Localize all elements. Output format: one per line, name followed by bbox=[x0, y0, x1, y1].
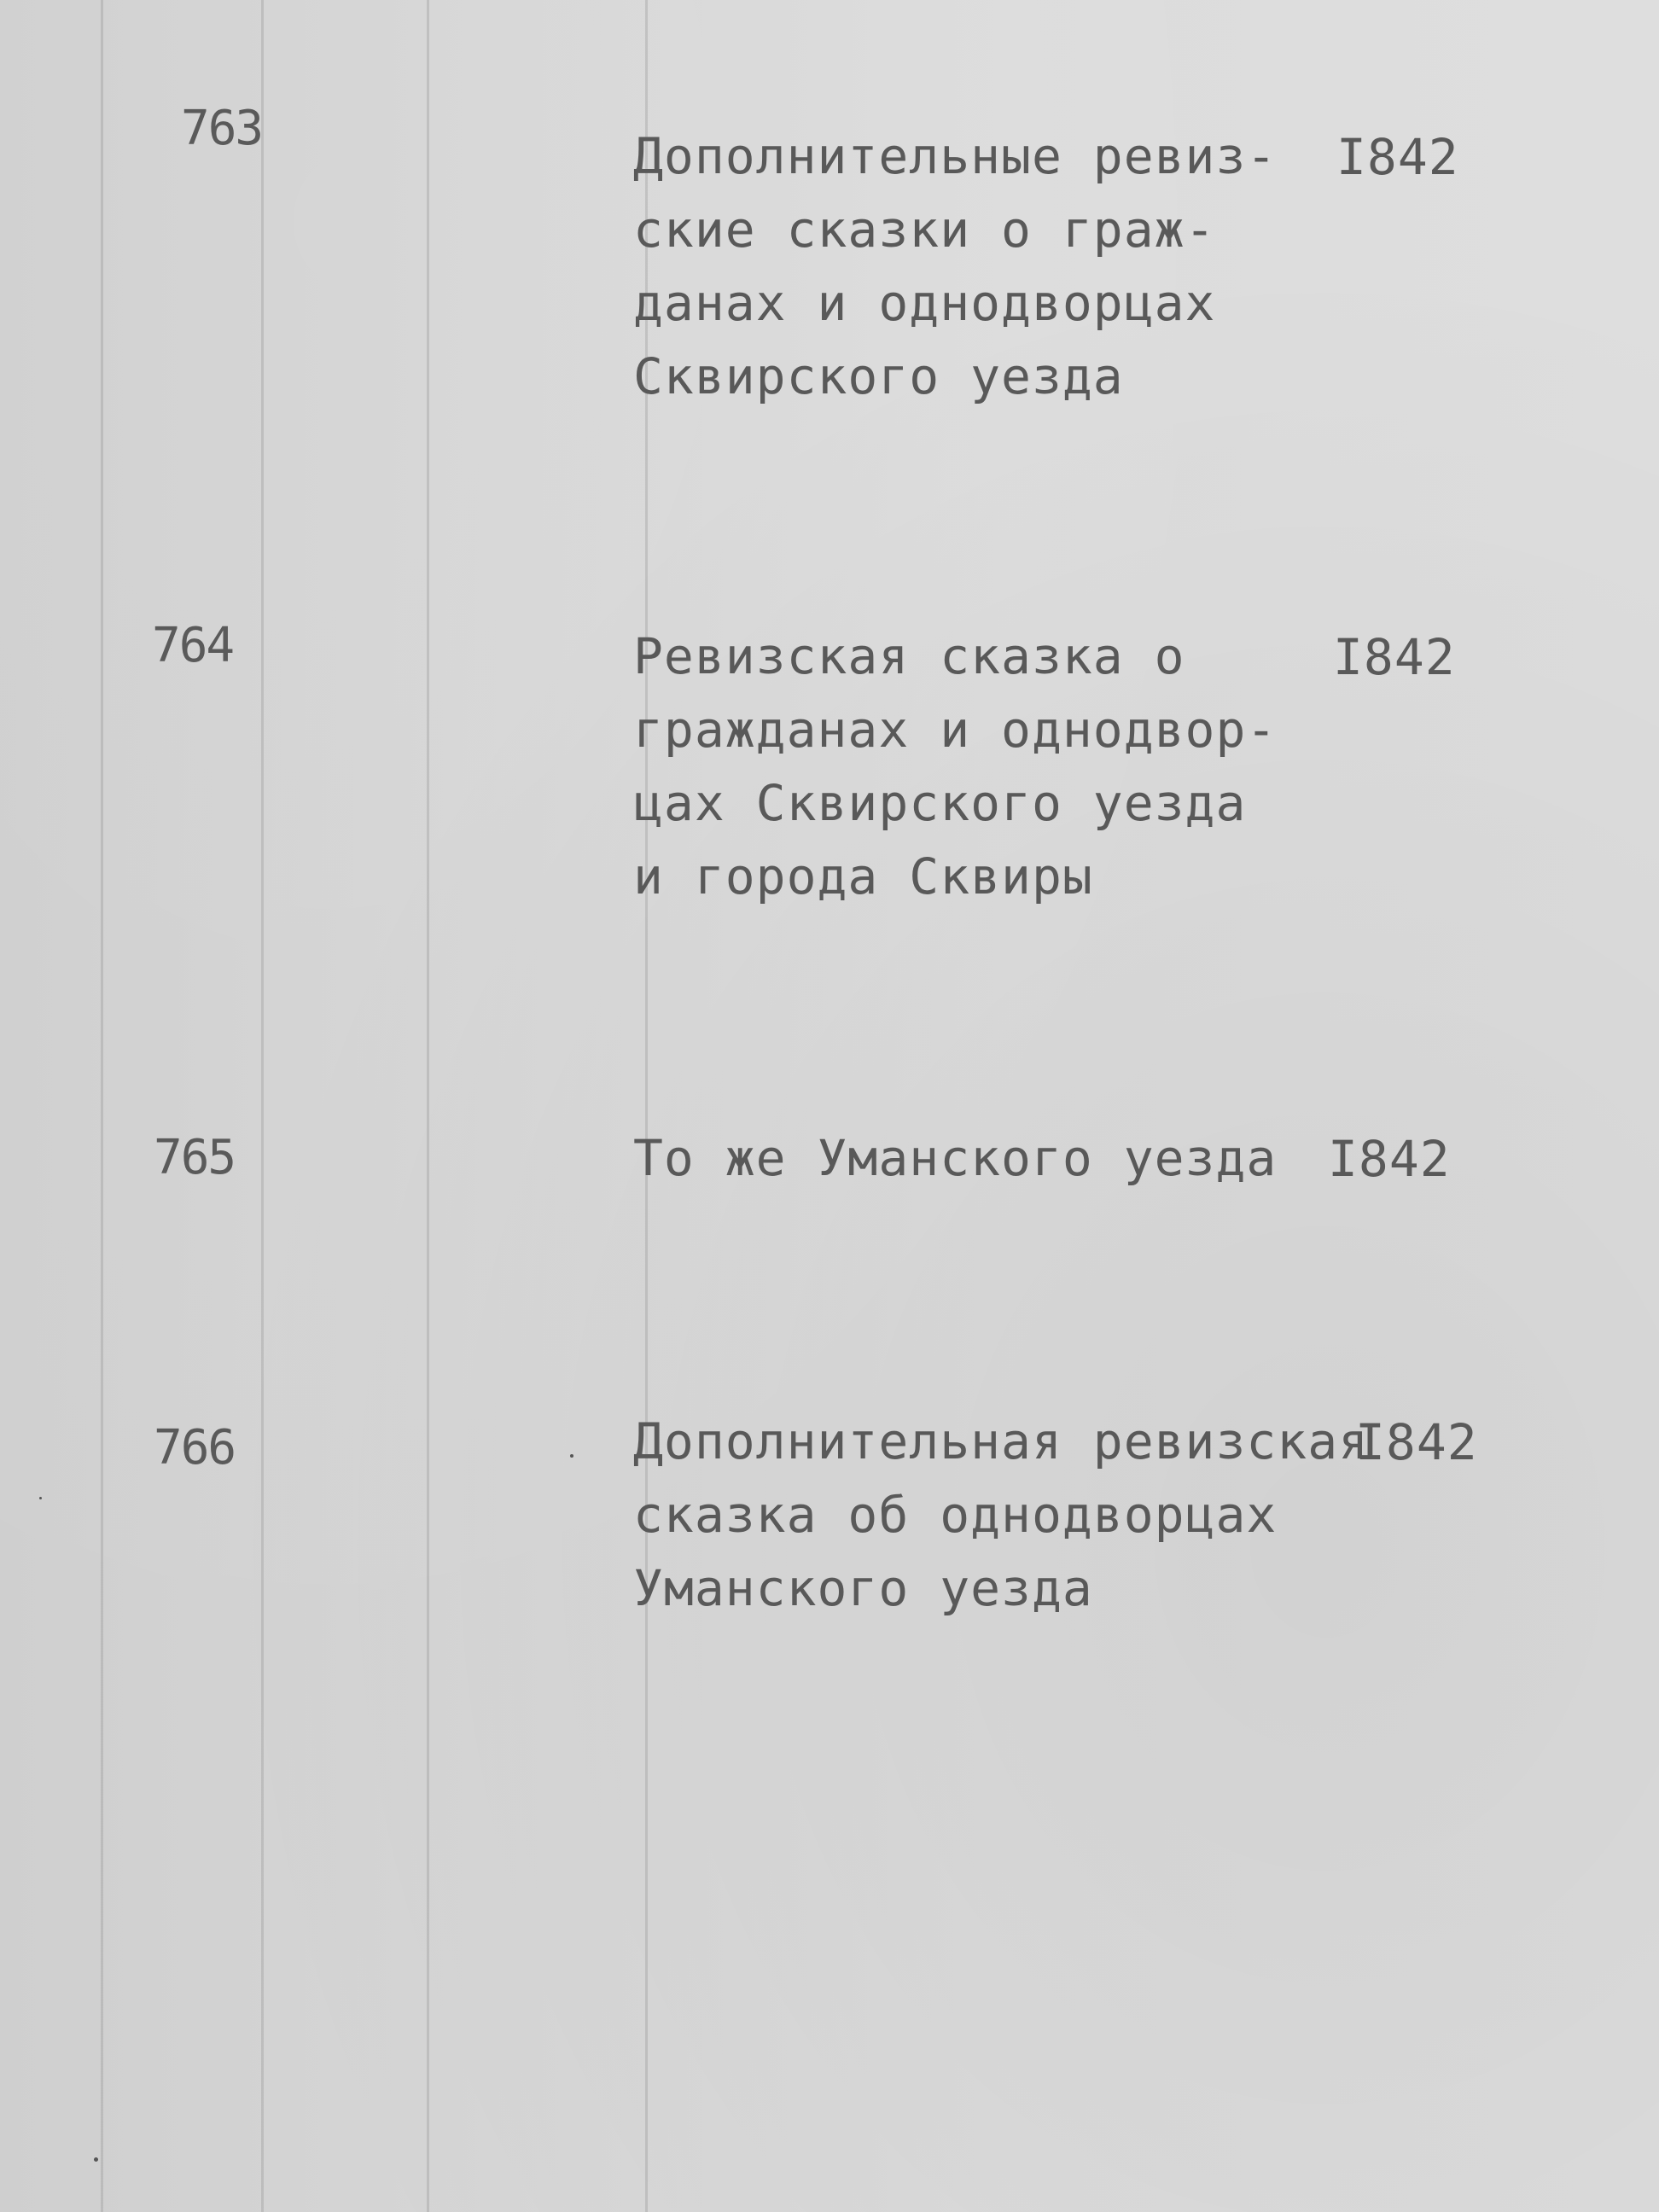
margin-rule bbox=[101, 0, 103, 2212]
paper-speck bbox=[570, 1454, 573, 1458]
entry-year: I842 bbox=[1328, 1130, 1451, 1188]
paper-speck bbox=[94, 2157, 98, 2162]
description-line: Сквирского уезда bbox=[633, 347, 1124, 405]
description-line: Дополнительные ревиз- bbox=[633, 127, 1278, 185]
entry-number: 764 bbox=[152, 618, 234, 673]
entry-number: 766 bbox=[154, 1420, 236, 1476]
description-line: сказка об однодворцах bbox=[633, 1486, 1278, 1544]
description-line: ские сказки о граж- bbox=[633, 201, 1216, 259]
entry-year: I842 bbox=[1336, 128, 1459, 186]
description-line: Дополнительная ревизская bbox=[633, 1412, 1370, 1470]
entry-number: 763 bbox=[181, 101, 263, 156]
entry-description bbox=[633, 1121, 1277, 1195]
description-line: Уманского уезда bbox=[633, 1559, 1093, 1617]
entry-description bbox=[633, 1405, 1369, 1625]
entry-year: I842 bbox=[1333, 628, 1456, 686]
entry-year: I842 bbox=[1355, 1413, 1478, 1471]
margin-rule bbox=[261, 0, 264, 2212]
description-line: данах и однодворцах bbox=[633, 274, 1216, 332]
paper-speck bbox=[39, 1497, 42, 1499]
entry-number: 765 bbox=[154, 1130, 236, 1185]
entry-description bbox=[633, 119, 1277, 413]
description-line: гражданах и однодвор- bbox=[633, 701, 1278, 759]
description-line: Ревизская сказка о bbox=[633, 627, 1185, 685]
description-line: и города Сквиры bbox=[633, 847, 1093, 905]
entry-description bbox=[633, 620, 1277, 913]
column-rule bbox=[427, 0, 429, 2212]
description-line: То же Уманского уезда bbox=[633, 1129, 1278, 1187]
description-line: цах Сквирского уезда bbox=[633, 774, 1247, 832]
